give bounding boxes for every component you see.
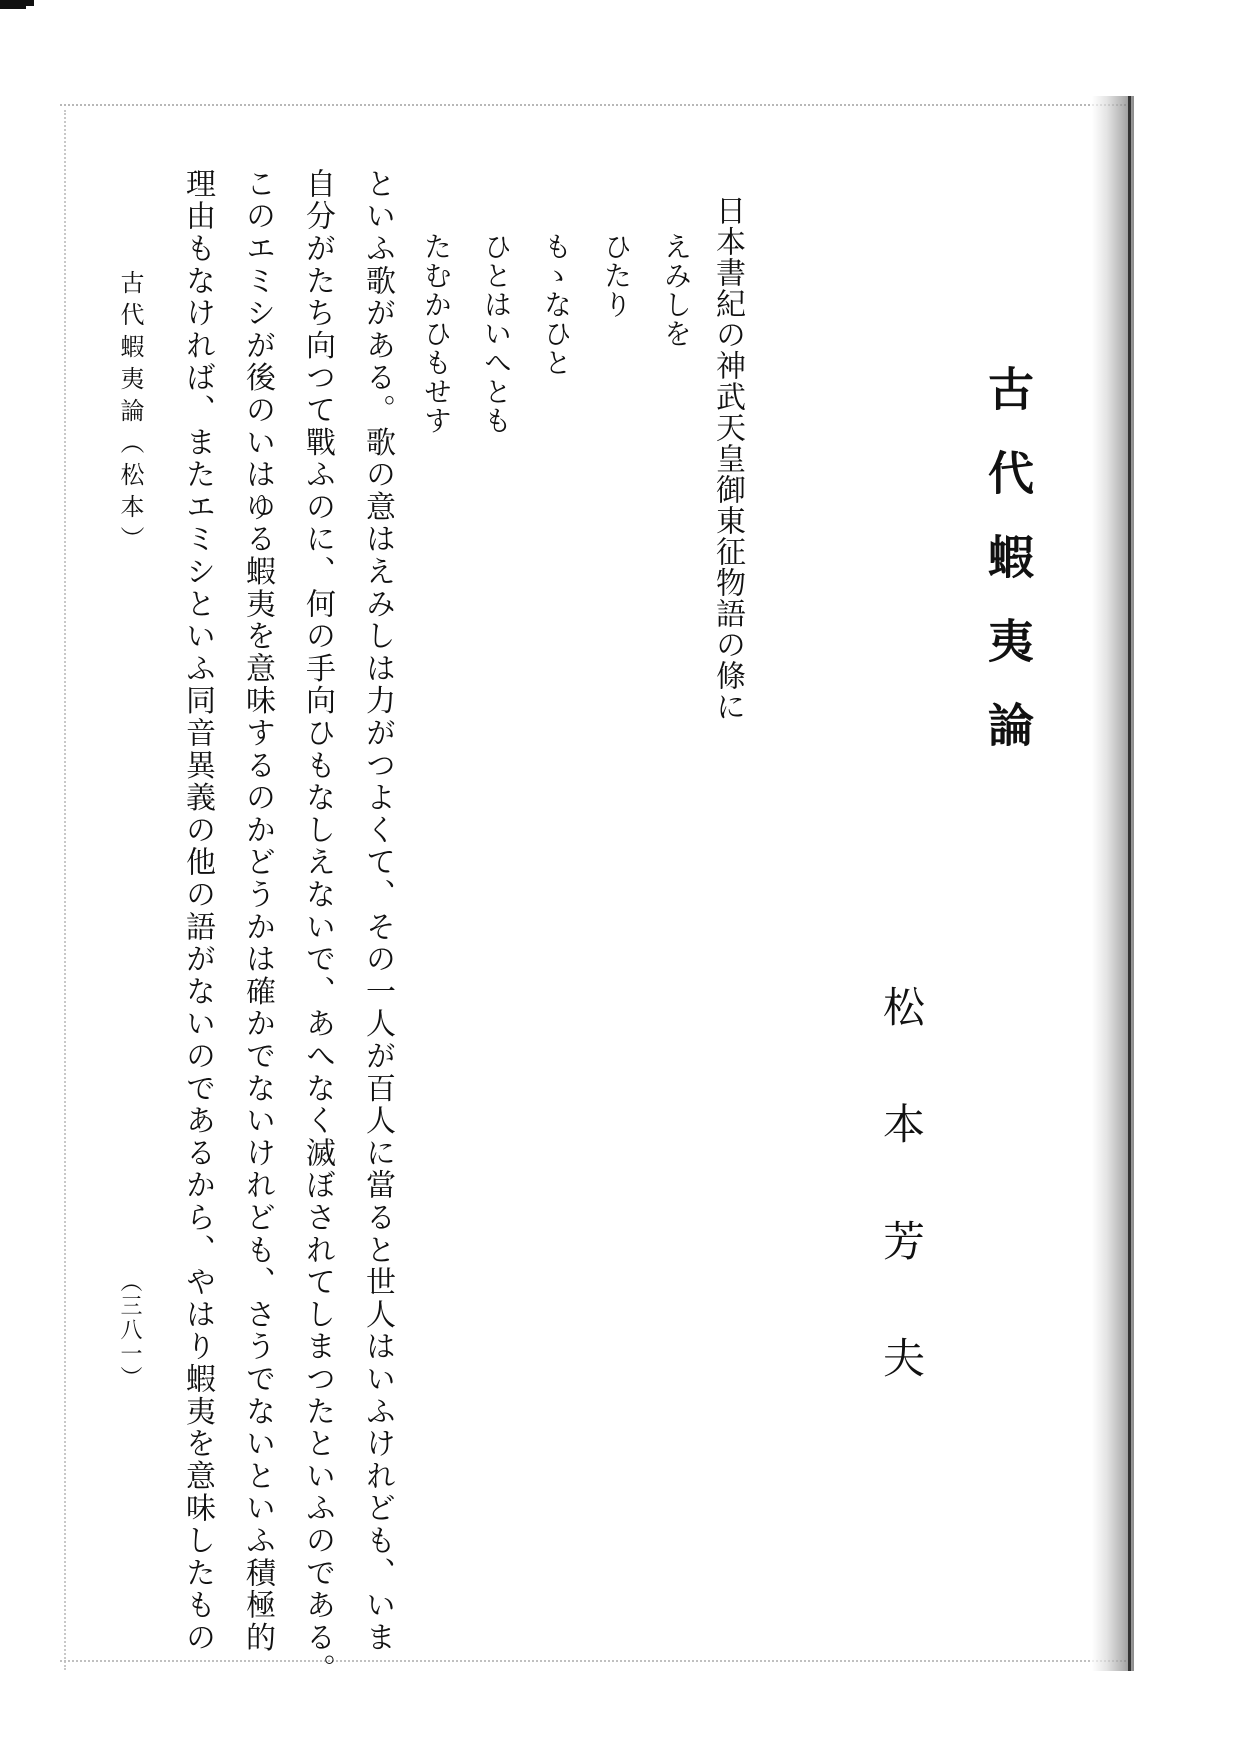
article-title: 古代蝦夷論 — [981, 365, 1035, 785]
body-line: このエミシが後のいはゆる蝦夷を意味するのかどうかは確かでないけれども、さうでないといふ積極的 — [240, 168, 275, 1654]
poem-line: ひたり — [600, 232, 633, 319]
poem-line: えみしを — [660, 232, 693, 348]
poem-line: たむかひもせす — [420, 232, 453, 435]
page-bottom-edge — [60, 1660, 1130, 1662]
body-line: 理由もなければ、またエミシといふ同音異義の他の語がないのであるから、やはり蝦夷を意味したもの — [180, 168, 215, 1654]
body-line: といふ歌がある。歌の意はえみしは力がつよくて、その一人が百人に當ると世人はいふけれども、いま — [360, 168, 395, 1654]
poem-line: もゝなひと — [540, 232, 573, 377]
page-left-edge — [64, 110, 66, 1670]
page-right-edge — [1128, 96, 1131, 1671]
article-author: 松本芳夫 — [877, 985, 926, 1453]
body-line: 自分がたち向つて戰ふのに、何の手向ひもなしえないで、あへなく滅ぼされてしまつたといふのである。 — [300, 168, 335, 1687]
page-top-edge — [60, 104, 1130, 106]
folio-mark — [0, 6, 26, 9]
poem-line: ひとはいへとも — [480, 232, 513, 435]
page-number: （三八一） — [117, 1270, 142, 1390]
intro-line: 日本書紀の神武天皇御東征物語の條に — [710, 195, 745, 722]
running-head: 古代蝦夷論（松本） — [116, 270, 144, 558]
